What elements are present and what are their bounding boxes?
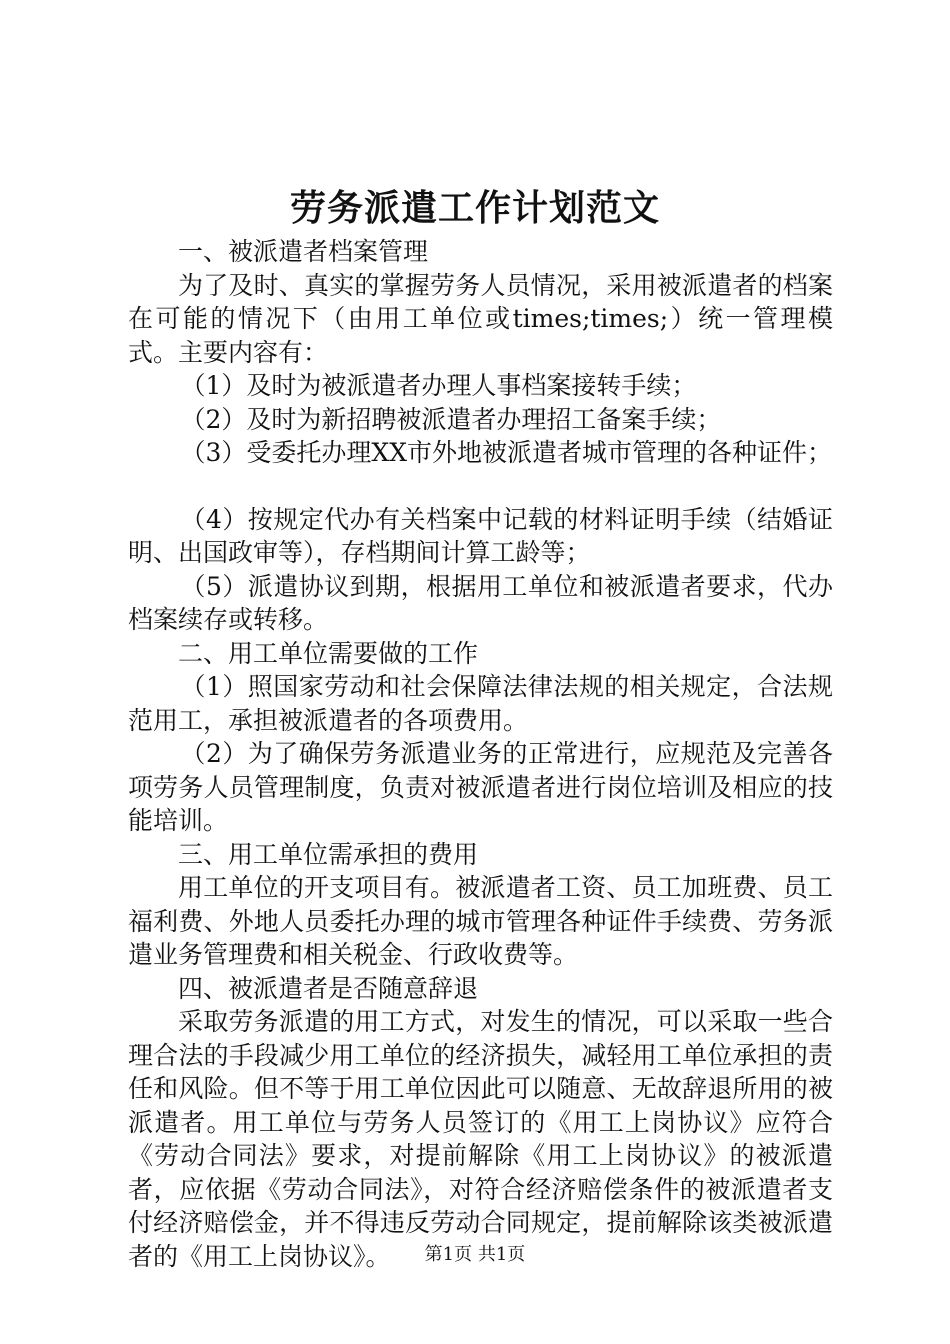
body-paragraph: 为了及时、真实的掌握劳务人员情况，采用被派遣者的档案在可能的情况下（由用工单位或times;times;）统一管理模式。主要内容有： [128,270,833,367]
list-item: （1）照国家劳动和社会保障法律法规的相关规定，合法规范用工，承担被派遣者的各项费用。 [128,672,833,735]
body-paragraph: 采取劳务派遣的用工方式，对发生的情况，可以采取一些合理合法的手段减少用工单位的经济损失，减轻用工单位承担的责任和风险。但不等于用工单位因此可以随意、无故辞退所用的被派遣者。用工单位与劳务人员签订的《用工上岗协议》应符合《劳动合同法》要求，对提前解除《用工上岗协议》的被派遣者，应依据《劳动合同法》，对符合经济赔偿条件的被派遣者支付经济赔偿金，并不得违反劳动合同规定，提前解除该类被派遣者的《用工上岗协议》。 [128,1007,833,1271]
list-item: （4）按规定代办有关档案中记载的材料证明手续（结婚证明、出国政审等），存档期间计算工龄等； [128,504,833,567]
document-body [128,235,833,1273]
list-item: （2）及时为新招聘被派遣者办理招工备案手续； [180,404,722,434]
page-number: 第1页 [424,1244,473,1265]
list-item: （2）为了确保劳务派遣业务的正常进行，应规范及完善各项劳务人员管理制度，负责对被派遣者进行岗位培训及相应的技能培训。 [128,739,833,835]
document-title: 劳务派遣工作计划范文 [289,187,660,229]
page-total: 共1页 [477,1244,526,1265]
section-heading-2: 二、用工单位需要做的工作 [178,638,479,668]
list-item: （5）派遣协议到期，根据用工单位和被派遣者要求，代办档案续存或转移。 [128,571,833,634]
list-item: （3）受委托办理XX市外地被派遣者城市管理的各种证件； [180,438,833,467]
section-heading-4: 四、被派遣者是否随意辞退 [178,973,479,1003]
page-footer [0,1243,950,1267]
list-item: （1）及时为被派遣者办理人事档案接转手续； [180,371,697,400]
section-heading-3: 三、用工单位需承担的费用 [178,839,479,869]
body-paragraph: 用工单位的开支项目有。被派遣者工资、员工加班费、员工福利费、外地人员委托办理的城市管理各种证件手续费、劳务派遣业务管理费和相关税金、行政收费等。 [128,873,833,969]
section-heading-1: 一、被派遣者档案管理 [178,237,429,266]
